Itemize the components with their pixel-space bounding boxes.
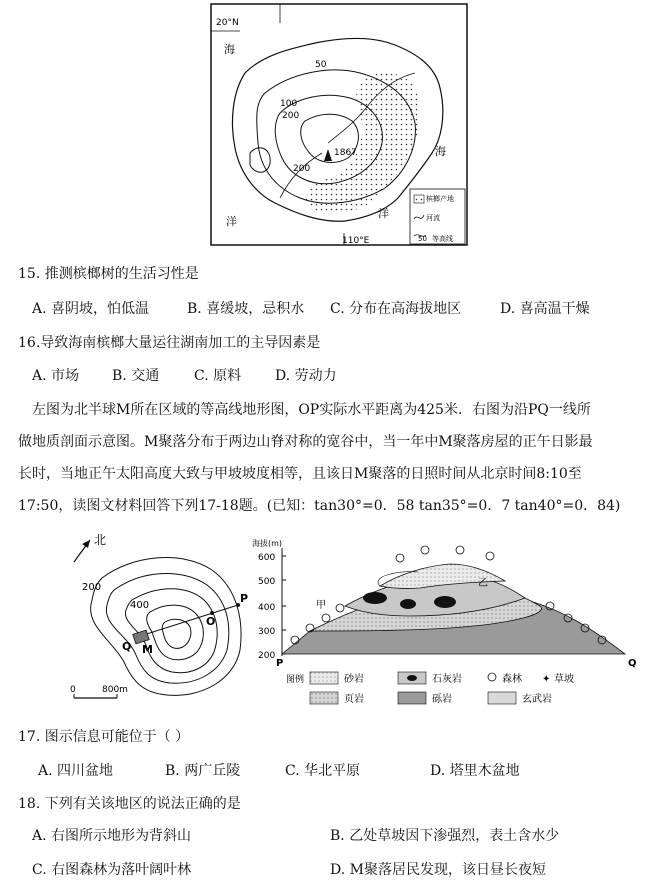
point-p: P [240,592,249,605]
passage-line-3: 长时，当地正午太阳高度大致与甲坡坡度相等，且该日M聚落的日照时间从北京时间8:10至 [18,466,582,482]
legend-gravel: 砾岩 [432,694,452,705]
sea-label-left: 海 [224,43,235,56]
q15-option-a[interactable]: A. 喜阴坡，怕低温 [32,301,150,317]
legend-sandstone: 砂岩 [344,674,364,685]
grass-icon: ✦ [542,674,551,685]
q16-option-b[interactable]: B. 交通 [112,368,160,384]
legend-basalt: 玄武岩 [522,694,552,705]
q18-option-b[interactable]: B. 乙处草坡因下渗强烈，表土含水少 [330,828,560,844]
q16-stem: 16.导致海南槟榔大量运往湖南加工的主导因素是 [18,335,321,351]
settlement-m [133,630,149,644]
point-m: M [142,643,153,656]
label-jia: 甲 [316,600,326,611]
q16-option-a[interactable]: A. 市场 [32,368,80,384]
point-q: Q [122,640,132,653]
q18-option-d[interactable]: D. M聚落居民发现，该日昼长夜短 [330,862,546,878]
q16-option-d[interactable]: D. 劳动力 [275,368,337,384]
hainan-map [210,3,468,246]
legend-forest: 森林 [502,674,522,685]
north-label: 北 [94,533,107,547]
contour-label-200a: 200 [282,111,300,121]
y-tick-400: 400 [258,603,276,613]
y-tick-500: 500 [258,577,276,587]
contour-label-100: 100 [280,99,298,109]
q17-option-d[interactable]: D. 塔里木盆地 [430,763,520,779]
scale-zero: 0 [70,685,76,695]
lon-label: 110°E [342,236,370,246]
legend-shale: 页岩 [344,694,364,705]
point-o: O [206,615,216,628]
label-yi: 乙 [478,578,488,589]
ocean-label-left: 洋 [226,215,237,228]
q18-stem: 18. 下列有关该地区的说法正确的是 [18,796,241,812]
legend-grass: 草坡 [554,674,574,685]
q18-option-c[interactable]: C. 右图森林为落叶阔叶林 [32,862,192,878]
q15-option-d[interactable]: D. 喜高温干燥 [500,301,590,317]
legend-title: 图例 [286,675,305,685]
map1-legend [410,189,465,244]
passage-line-1: 左图为北半球M所在区域的等高线地形图，OP实际水平距离为425米．右图为沿PQ一线所 [32,402,591,418]
legend-river: 河流 [426,214,440,222]
contour-map [62,530,252,720]
contour-label-200: 200 [82,582,102,593]
q17-option-a[interactable]: A. 四川盆地 [38,763,114,779]
y-tick-600: 600 [258,553,276,563]
legend-limestone: 石灰岩 [432,674,462,685]
scale-800m: 800m [102,685,128,695]
q15-option-b[interactable]: B. 喜缓坡，忌积水 [187,301,305,317]
q17-option-b[interactable]: B. 两广丘陵 [165,763,241,779]
q15-option-c[interactable]: C. 分布在高海拔地区 [330,301,462,317]
profile-point-p: P [276,658,284,669]
q17-option-c[interactable]: C. 华北平原 [285,763,361,779]
q17-stem: 17. 图示信息可能位于（ ） [18,729,190,745]
profile-legend [286,672,574,705]
legend-areca: 槟榔产地 [426,195,454,203]
sea-label-right: 海 [435,145,446,158]
profile-point-q: Q [628,658,637,669]
contour-label-200b: 200 [293,164,311,174]
lat-label: 20°N [216,18,239,28]
y-tick-200: 200 [258,651,276,661]
passage-line-2: 做地质剖面示意图。M聚落分布于两边山脊对称的宽谷中，当一年中M聚落房屋的正午日影最 [18,434,593,450]
legend-contour-value: 50 [418,235,427,243]
peak-label: 1867 [334,148,357,158]
q15-stem: 15. 推测槟榔树的生活习性是 [18,266,199,282]
contour-label-50: 50 [315,60,327,70]
legend-contour: 等高线 [432,235,453,243]
passage-line-4: 17:50，读图文材料回答下列17-18题。(已知：tan30°=0．58 tan35°=0．7 tan40°=0．84) [18,498,621,514]
geologic-profile [250,536,660,716]
ocean-label-right: 洋 [378,207,389,220]
q18-option-a[interactable]: A. 右图所示地形为背斜山 [32,828,192,844]
contour-label-400: 400 [130,600,150,611]
y-tick-300: 300 [258,627,276,637]
y-axis-title: 海拔(m) [252,539,283,548]
q16-option-c[interactable]: C. 原料 [194,368,242,384]
